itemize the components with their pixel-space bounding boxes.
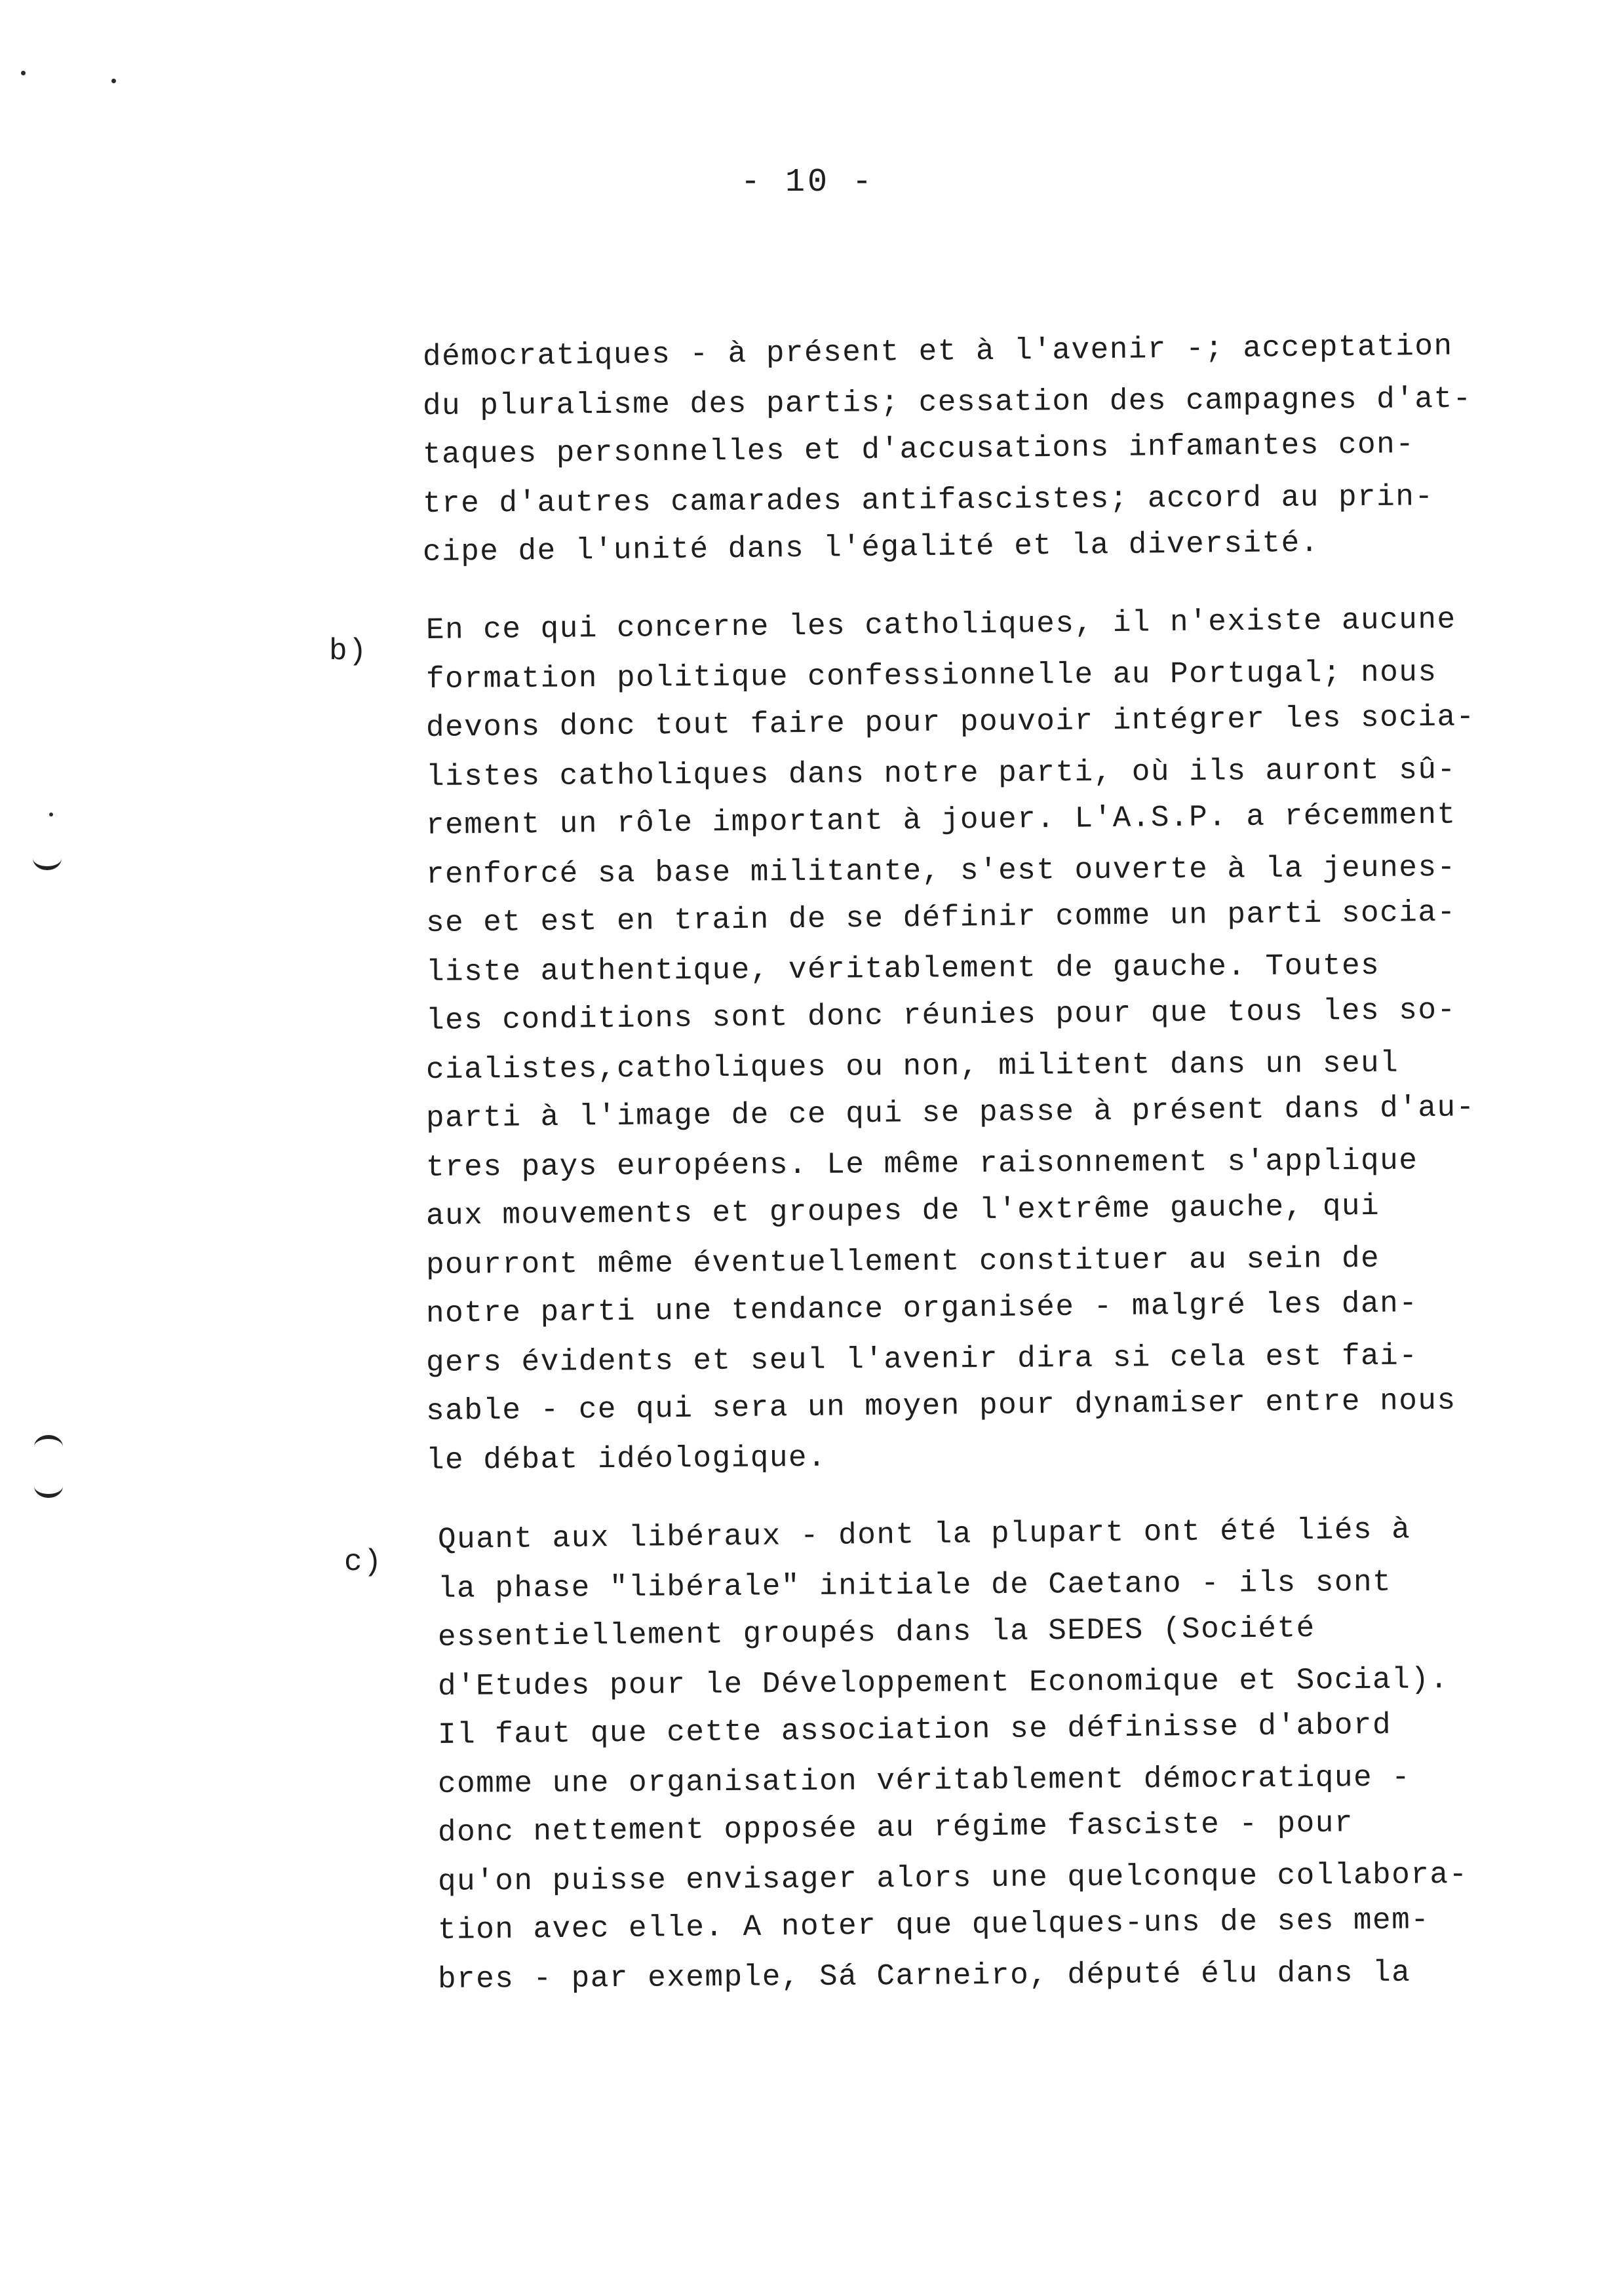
- item-b-line: renforcé sa base militante, s'est ouverte à la jeunes-: [425, 850, 1456, 892]
- intro-line: du pluralisme des partis; cessation des campagnes d'at-: [422, 381, 1472, 423]
- item-c-label: c): [344, 1545, 383, 1579]
- item-c-line: tion avec elle. A noter que quelques-uns de ses mem-: [437, 1903, 1430, 1947]
- item-c-line: essentiellement groupés dans la SEDES (Société: [437, 1611, 1316, 1655]
- item-c-line: qu'on puisse envisager alors une quelconque collabora-: [437, 1857, 1468, 1899]
- item-b-line: gers évidents et seul l'avenir dira si cela est fai-: [425, 1338, 1418, 1380]
- item-c-line: d'Etudes pour le Développement Economique et Social).: [437, 1662, 1449, 1704]
- item-b-paragraph: [425, 602, 1475, 1485]
- item-b-line: aux mouvements et groupes de l'extrême gauche, qui: [425, 1189, 1380, 1233]
- scan-dot: [21, 71, 26, 75]
- item-c-line: la phase "libérale" initiale de Caetano - ils sont: [437, 1565, 1392, 1606]
- intro-line: taques personnelles et d'accusations infamantes con-: [422, 427, 1415, 472]
- item-b-line: formation politique confessionnelle au Portugal; nous: [425, 655, 1437, 697]
- item-b-line: liste authentique, véritablement de gauche. Toutes: [425, 948, 1380, 989]
- item-c-line: comme une organisation véritablement démocratique -: [437, 1760, 1411, 1801]
- intro-paragraph: [422, 329, 1472, 577]
- page-number: - 10 -: [740, 164, 875, 201]
- item-c-line: Il faut que cette association se définisse d'abord: [437, 1708, 1392, 1752]
- scan-dot: [49, 813, 53, 816]
- item-b-line: rement un rôle important à jouer. L'A.S.P. a récemment: [425, 797, 1456, 843]
- scan-dot: [111, 79, 116, 83]
- item-b-line: tres pays européens. Le même raisonnement s'applique: [425, 1143, 1418, 1185]
- item-c-line: Quant aux libéraux - dont la plupart ont été liés à: [437, 1512, 1411, 1557]
- item-b-line: les conditions sont donc réunies pour que tous les so-: [425, 993, 1456, 1038]
- item-b-line: se et est en train de se définir comme un parti socia-: [425, 895, 1456, 940]
- item-b-line: devons donc tout faire pour pouvoir intégrer les socia-: [425, 700, 1475, 745]
- intro-line: cipe de l'unité dans l'égalité et la diversité.: [422, 526, 1320, 569]
- item-b-line: le débat idéologique.: [425, 1440, 827, 1478]
- item-b-line: pourront même éventuellement constituer au sein de: [425, 1241, 1380, 1282]
- item-c-line: donc nettement opposée au régime fasciste - pour: [437, 1806, 1354, 1850]
- item-c-line: bres - par exemple, Sá Carneiro, député élu dans la: [437, 1955, 1411, 1997]
- item-b-line: cialistes,catholiques ou non, militent dans un seul: [425, 1046, 1399, 1087]
- item-c-paragraph: [437, 1512, 1468, 2004]
- intro-line: tre d'autres camarades antifascistes; accord au prin-: [422, 479, 1434, 521]
- margin-mark: [33, 847, 62, 870]
- item-b-line: notre parti une tendance organisée - malgré les dan-: [425, 1286, 1418, 1331]
- margin-mark: [34, 1435, 63, 1459]
- item-b-line: En ce qui concerne les catholiques, il n'existe aucune: [425, 602, 1456, 647]
- item-b-line: parti à l'image de ce qui se passe à présent dans d'au-: [425, 1090, 1475, 1136]
- intro-line: démocratiques - à présent et à l'avenir -; acceptation: [422, 329, 1453, 374]
- item-b-line: listes catholiques dans notre parti, où ils auront sû-: [425, 752, 1456, 794]
- margin-mark: [34, 1474, 63, 1498]
- item-b-label: b): [329, 634, 368, 668]
- item-b-line: sable - ce qui sera un moyen pour dynamiser entre nous: [425, 1383, 1456, 1428]
